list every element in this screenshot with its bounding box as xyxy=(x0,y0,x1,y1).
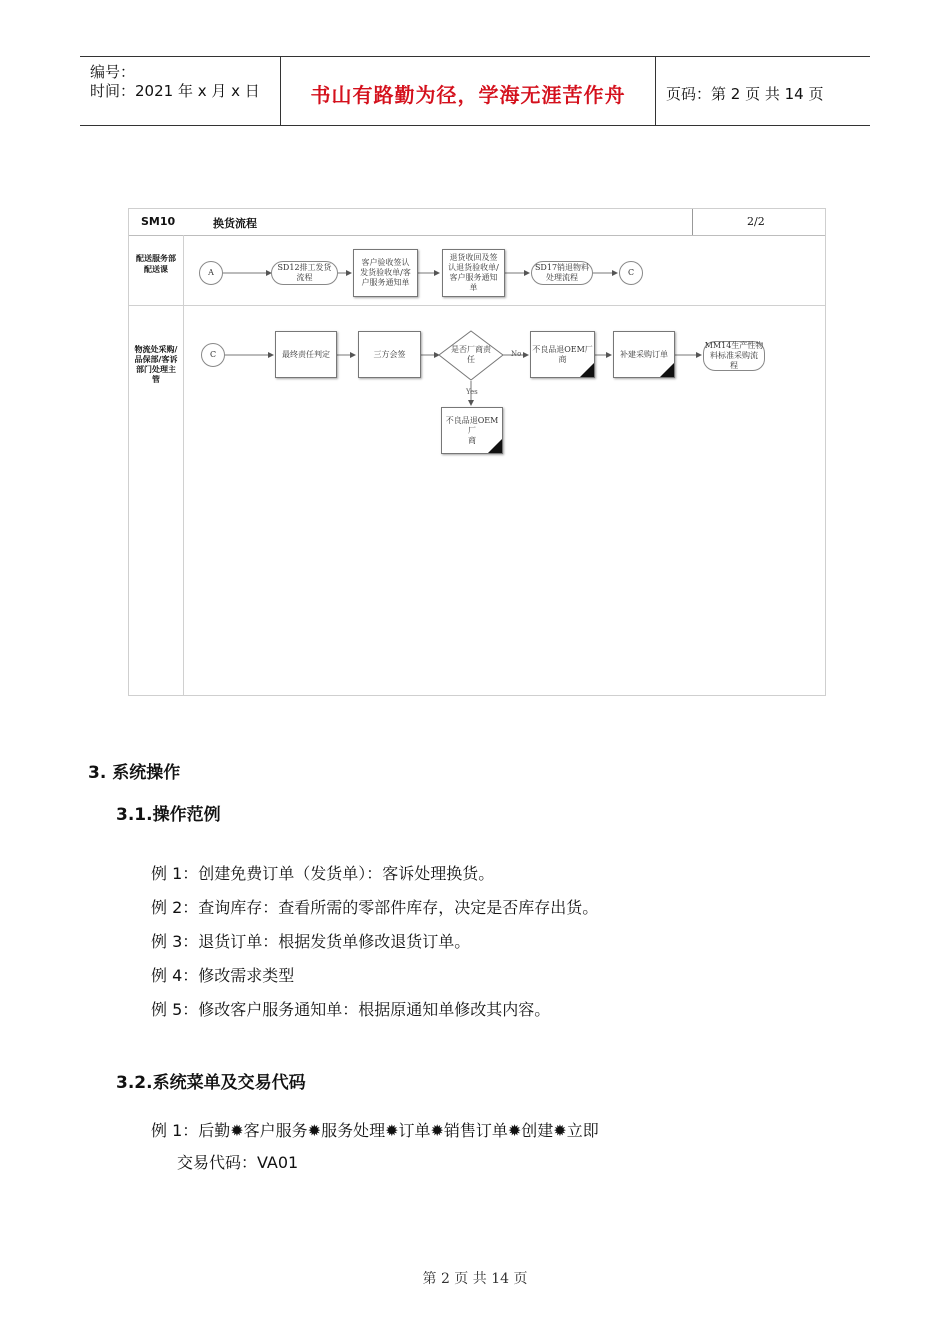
example-1: 例 1：创建免费订单（发货单）：客诉处理换货。 xyxy=(151,864,495,883)
connector-c-in-label: C xyxy=(209,350,217,359)
node-return-oem xyxy=(530,331,595,378)
node-create-po-text: 补建采购订单 xyxy=(620,349,668,359)
node-return-oem-text: 不良品退OEM厂 商 xyxy=(532,344,593,364)
header-motto-cell xyxy=(280,57,656,125)
node-mm14: MM14生产性物 料标准采购流 程 xyxy=(704,341,764,370)
node-sd12: SD12排工发货 流程 xyxy=(271,261,338,285)
header-page-label: 页码：第 2 页 共 14 页 xyxy=(666,85,824,103)
lane1-text: 配送服务部 配送课 xyxy=(136,254,176,274)
label-no: No xyxy=(511,350,522,358)
transaction-code: 交易代码：VA01 xyxy=(177,1153,299,1172)
connector-c-out-label: C xyxy=(627,268,635,277)
node-return-receipt: 退货收回及签 认退货验收单/ 客户服务通知 单 xyxy=(442,249,505,297)
doc-time-label: 时间：2021 年 x 月 x 日 xyxy=(90,82,260,100)
node-three-party-sign: 三方会签 xyxy=(358,331,421,378)
page-footer: 第 2 页 共 14 页 xyxy=(422,1271,528,1287)
node-customer-accept: 客户验收签认 发货验收单/客 户服务通知单 xyxy=(353,249,418,297)
flowchart-page: 2/2 xyxy=(747,215,765,228)
lane2-text: 物流处采购/ 品保部/客诉 部门处理主 管 xyxy=(134,345,178,384)
example-5: 例 5：修改客户服务通知单：根据原通知单修改其内容。 xyxy=(151,1000,551,1019)
node-decision-label: 是否厂商责 任 xyxy=(451,345,491,364)
connector-a-label: A xyxy=(208,268,214,277)
page-header xyxy=(80,56,870,126)
section-3-title: 3. 系统操作 xyxy=(88,763,181,783)
connector-c-out xyxy=(619,261,643,285)
node-create-po xyxy=(613,331,675,378)
node-return-oem-yes-text: 不良品退OEM厂 商 xyxy=(445,415,499,445)
document-fold-icon xyxy=(660,363,674,377)
example-3: 例 3：退货订单：根据发货单修改退货订单。 xyxy=(151,932,471,951)
label-yes: Yes xyxy=(466,388,478,396)
document-fold-icon xyxy=(488,439,502,453)
exchange-flowchart xyxy=(128,208,826,696)
header-page-cell xyxy=(656,57,870,125)
flowchart-code: SM10 xyxy=(141,215,176,228)
node-sd17: SD17销退物料 处理流程 xyxy=(531,261,593,285)
doc-number-label: 编号： xyxy=(90,63,136,81)
node-final-judgement: 最终责任判定 xyxy=(275,331,337,378)
document-fold-icon xyxy=(580,363,594,377)
section-3-1-title: 3.1.操作范例 xyxy=(116,805,221,825)
flowchart-name: 换货流程 xyxy=(213,217,257,230)
node-return-oem-yes xyxy=(441,407,503,454)
menu-path-example: 例 1：后勤✹客户服务✹服务处理✹订单✹销售订单✹创建✹立即 xyxy=(151,1121,599,1140)
header-meta-cell xyxy=(80,57,280,125)
motto-text: 书山有路勤为径，学海无涯苦作舟 xyxy=(310,83,626,107)
connector-c-in xyxy=(201,343,225,367)
example-4: 例 4：修改需求类型 xyxy=(151,966,295,985)
example-2: 例 2：查询库存：查看所需的零部件库存，决定是否库存出货。 xyxy=(151,898,599,917)
section-3-2-title: 3.2.系统菜单及交易代码 xyxy=(116,1073,306,1093)
connector-a xyxy=(199,261,223,285)
